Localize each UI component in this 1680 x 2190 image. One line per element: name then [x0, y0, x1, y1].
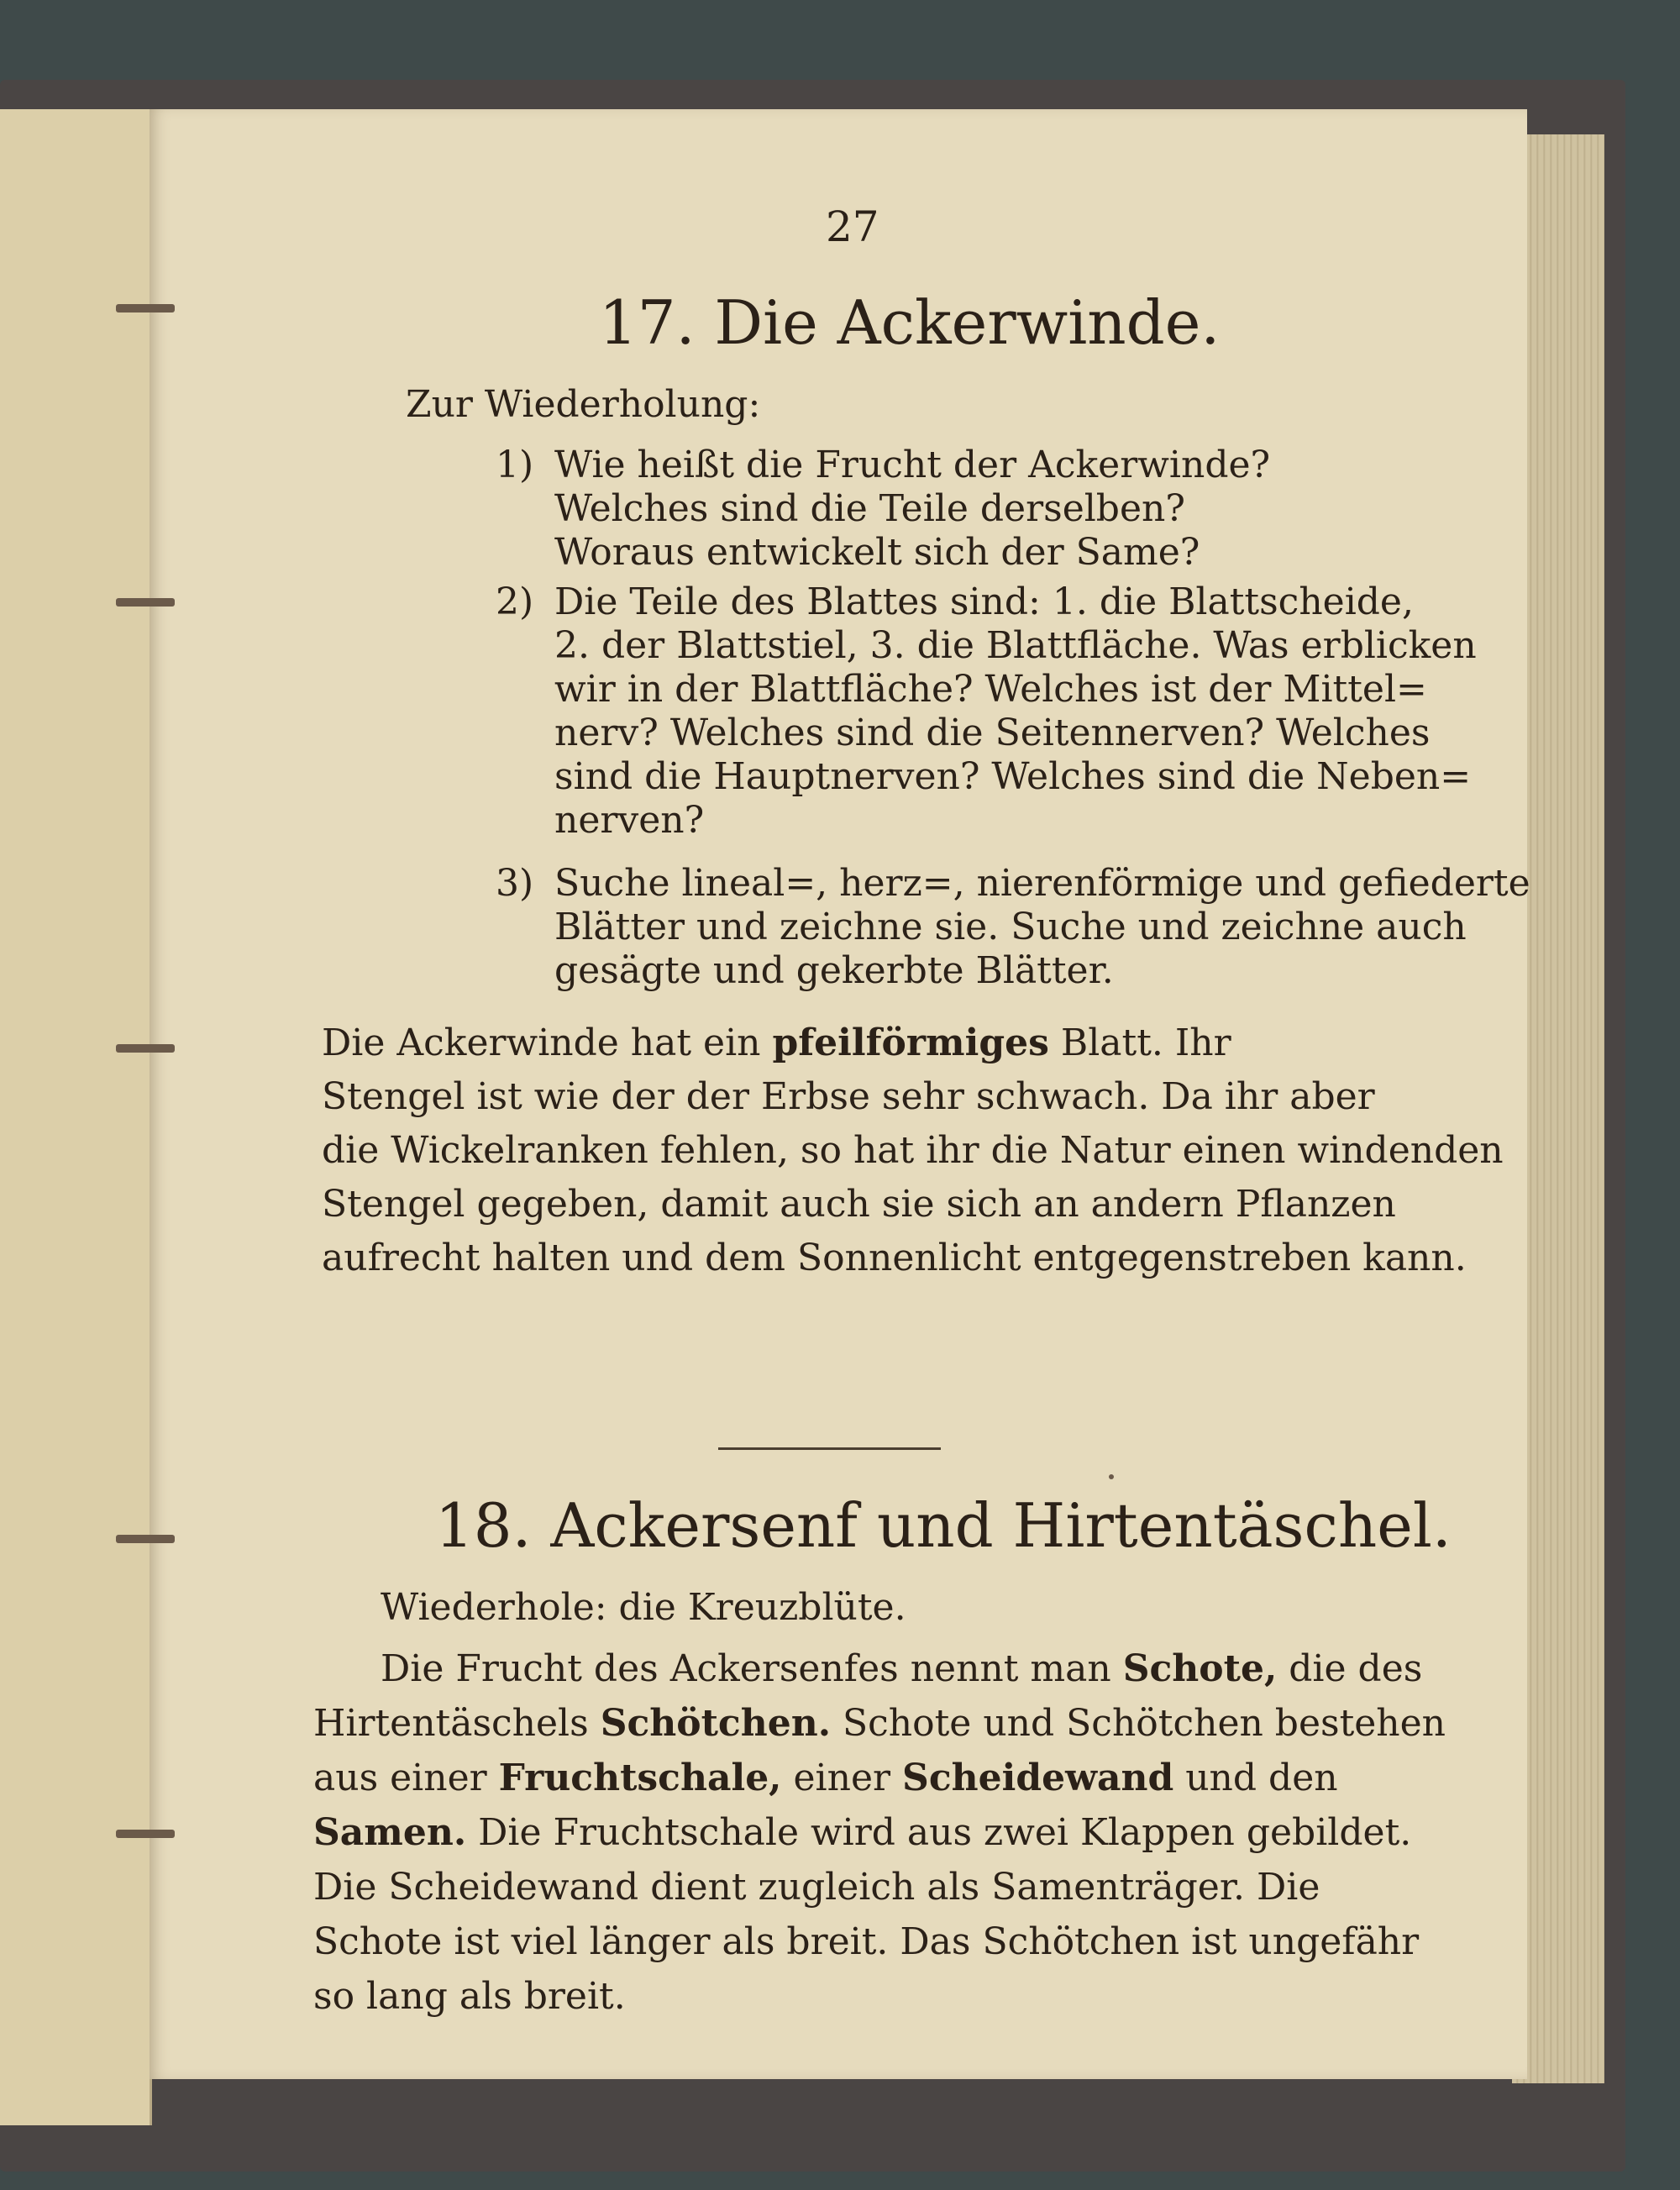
paragraph-line: Die Scheidewand dient zugleich als Samenträger. Die — [313, 1866, 1320, 1909]
question-2-number: 2) — [496, 580, 534, 623]
paragraph-line — [381, 1647, 1423, 1690]
question-3-number: 3) — [496, 862, 534, 905]
emphasized-term: pfeilförmiges — [772, 1021, 1049, 1064]
text-run: Blatt. Ihr — [1060, 1021, 1231, 1064]
paragraph-line: die Wickelranken fehlen, so hat ihr die Natur einen windenden — [322, 1129, 1504, 1172]
section-divider — [718, 1447, 941, 1450]
text-run: einer — [793, 1757, 891, 1799]
question-1-line: Woraus entwickelt sich der Same? — [554, 531, 1200, 574]
question-3-line: gesägte und gekerbte Blätter. — [554, 949, 1114, 992]
paragraph-line: so lang als breit. — [313, 1975, 626, 2018]
text-run: und den — [1185, 1757, 1338, 1799]
paragraph-line — [313, 1811, 1412, 1854]
question-1-number: 1) — [496, 444, 534, 486]
binding-stitch — [116, 1830, 175, 1838]
text-run: aus einer — [313, 1757, 487, 1799]
question-2-line: 2. der Blattstiel, 3. die Blattfläche. Was erblicken — [554, 624, 1477, 667]
emphasized-term: Fruchtschale, — [498, 1757, 782, 1799]
section-17-title: 17. Die Ackerwinde. — [599, 287, 1221, 358]
question-2-line: nerv? Welches sind die Seitennerven? Welches — [554, 712, 1431, 754]
paragraph-line: aufrecht halten und dem Sonnenlicht entgegenstreben kann. — [322, 1237, 1467, 1279]
emphasized-term: Samen. — [313, 1811, 467, 1854]
emphasized-term: Scheidewand — [902, 1757, 1174, 1799]
text-run: Die Ackerwinde hat ein — [322, 1021, 761, 1064]
paragraph-line — [313, 1757, 1338, 1799]
binding-stitch — [116, 304, 175, 312]
text-run: Hirtentäschels — [313, 1702, 589, 1745]
text-run: die des — [1289, 1647, 1423, 1690]
question-2-line: Die Teile des Blattes sind: 1. die Blattscheide, — [554, 580, 1414, 623]
text-run: Die Fruchtschale wird aus zwei Klappen gebildet. — [478, 1811, 1412, 1854]
question-1-line: Wie heißt die Frucht der Ackerwinde? — [554, 444, 1271, 486]
binding-stitch — [116, 1044, 175, 1053]
emphasized-term: Schote, — [1122, 1647, 1278, 1690]
paper-speck — [1109, 1474, 1114, 1479]
text-run: Die Frucht des Ackersenfes nennt man — [381, 1647, 1111, 1690]
paragraph-line — [322, 1021, 1231, 1064]
question-2-line: nerven? — [554, 799, 705, 842]
review-heading: Zur Wiederholung: — [406, 383, 761, 426]
section-18-title: 18. Ackersenf und Hirtentäschel. — [435, 1490, 1452, 1561]
left-page-edge — [0, 109, 152, 2125]
book-page — [150, 109, 1530, 2079]
question-2-line: sind die Hauptnerven? Welches sind die Neben= — [554, 755, 1472, 798]
emphasized-term: Schötchen. — [600, 1702, 832, 1745]
paragraph-line: Schote ist viel länger als breit. Das Schötchen ist ungefähr — [313, 1920, 1420, 1963]
question-2-line: wir in der Blattfläche? Welches ist der Mittel= — [554, 668, 1427, 711]
paragraph-line: Stengel ist wie der der Erbse sehr schwach. Da ihr aber — [322, 1075, 1375, 1118]
paragraph-line — [313, 1702, 1446, 1745]
question-1-line: Welches sind die Teile derselben? — [554, 487, 1185, 530]
text-run: Schote und Schötchen bestehen — [843, 1702, 1446, 1745]
page-number: 27 — [826, 202, 879, 251]
paragraph-line: Stengel gegeben, damit auch sie sich an andern Pflanzen — [322, 1183, 1396, 1226]
question-3-line: Suche lineal=, herz=, nierenförmige und gefiederte — [554, 862, 1530, 905]
binding-stitch — [116, 598, 175, 607]
review-heading: Wiederhole: die Kreuzblüte. — [381, 1586, 906, 1629]
binding-stitch — [116, 1535, 175, 1543]
question-3-line: Blätter und zeichne sie. Suche und zeichne auch — [554, 906, 1467, 948]
